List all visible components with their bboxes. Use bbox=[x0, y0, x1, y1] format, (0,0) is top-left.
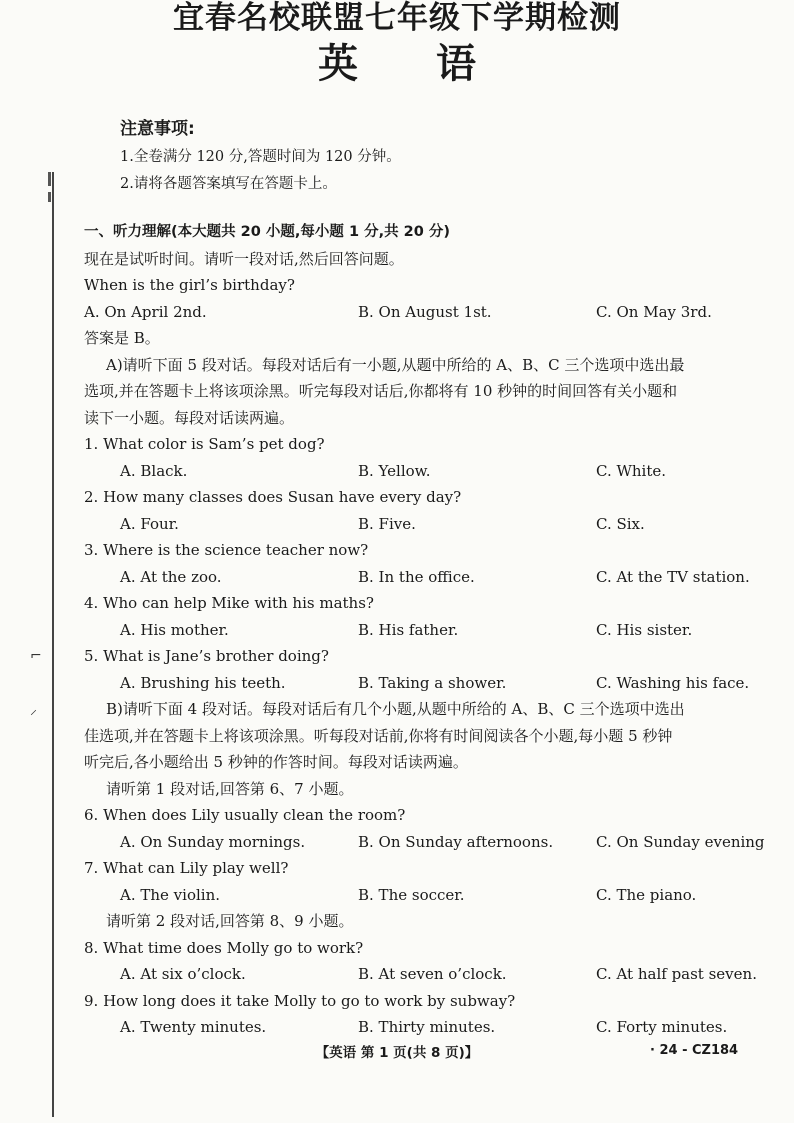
option-a: A. Twenty minutes. bbox=[120, 1018, 267, 1036]
question-options bbox=[84, 458, 764, 485]
option-c: C. At half past seven. bbox=[596, 965, 757, 983]
question-options bbox=[84, 564, 764, 591]
section-heading: 一、听力理解(本大题共 20 小题,每小题 1 分,共 20 分) bbox=[84, 224, 451, 240]
option-b: B. In the office. bbox=[358, 567, 475, 586]
option-c: C. Six. bbox=[596, 514, 645, 533]
question: 8. What time does Molly go to work? bbox=[84, 938, 364, 957]
dialog-intro: 请听第 2 段对话,回答第 8、9 小题。 bbox=[106, 912, 354, 930]
option-b: B. Taking a shower. bbox=[358, 673, 507, 692]
option-c: C. His sister. bbox=[596, 620, 693, 639]
question: 9. How long does it take Molly to go to work by subway? bbox=[84, 991, 516, 1010]
option-b: B. His father. bbox=[358, 620, 459, 639]
option-b: B. On Sunday afternoons. bbox=[358, 832, 554, 851]
option-a: A. Brushing his teeth. bbox=[120, 673, 286, 692]
exam-title: 宜春名校联盟七年级下学期检测 bbox=[173, 0, 621, 36]
question-options bbox=[84, 670, 764, 697]
subject-title: 英语 bbox=[318, 41, 554, 87]
dialog-intro: 请听第 1 段对话,回答第 6、7 小题。 bbox=[106, 779, 354, 798]
option-a: A. Four. bbox=[120, 514, 179, 533]
option-c: C. The piano. bbox=[596, 885, 697, 904]
option-b: B. The soccer. bbox=[358, 885, 465, 904]
option-a: A. The violin. bbox=[120, 885, 221, 904]
question-options bbox=[84, 882, 764, 909]
part-b-instruction: 佳选项,并在答题卡上将该项涂黑。听每段对话前,你将有时间阅读各个小题,每小题 5 秒钟 bbox=[84, 726, 673, 745]
option-a: A. At six o’clock. bbox=[120, 965, 246, 983]
option-b: B. Five. bbox=[358, 514, 416, 533]
option-a: A. At the zoo. bbox=[120, 567, 222, 586]
binding-mark bbox=[48, 172, 51, 186]
question-options bbox=[84, 829, 764, 856]
listening-section bbox=[84, 219, 764, 1041]
option-b: B. Thirty minutes. bbox=[358, 1018, 496, 1036]
question: 2. How many classes does Susan have every day? bbox=[84, 488, 462, 506]
option-a: A. Black. bbox=[120, 461, 188, 480]
binding-line bbox=[52, 172, 54, 1117]
example-intro: 现在是试听时间。请听一段对话,然后回答问题。 bbox=[84, 249, 404, 268]
paper-code: · 24 - CZ184 bbox=[650, 1043, 739, 1058]
option-b: B. At seven o’clock. bbox=[358, 965, 507, 983]
question: 1. What color is Sam’s pet dog? bbox=[84, 435, 325, 453]
option-c: C. On May 3rd. bbox=[596, 302, 712, 321]
part-a-instruction: 选项,并在答题卡上将该项涂黑。听完每段对话后,你都将有 10 秒钟的时间回答有关小题和 bbox=[84, 382, 678, 400]
option-c: C. On Sunday evening bbox=[596, 832, 765, 851]
page-footer: 【英语 第 1 页(共 8 页)】 bbox=[315, 1045, 479, 1061]
part-a-instruction: 读下一小题。每段对话读两遍。 bbox=[84, 408, 295, 427]
question: 5. What is Jane’s brother doing? bbox=[84, 647, 329, 665]
question: 7. What can Lily play well? bbox=[84, 859, 289, 877]
example-options bbox=[84, 299, 764, 326]
option-c: C. Forty minutes. bbox=[596, 1018, 728, 1036]
question-options bbox=[84, 511, 764, 538]
notice-title: 注意事项: bbox=[120, 119, 195, 139]
option-a: A. On Sunday mornings. bbox=[120, 832, 306, 851]
option-b: B. On August 1st. bbox=[358, 302, 492, 321]
question-options bbox=[84, 1014, 764, 1041]
question-options bbox=[84, 961, 764, 988]
binding-glyph: ⸝ bbox=[30, 702, 37, 718]
binding-glyph: ⌐ bbox=[30, 648, 42, 664]
option-b: B. Yellow. bbox=[358, 461, 431, 480]
question: 4. Who can help Mike with his maths? bbox=[84, 594, 374, 612]
option-a: A. His mother. bbox=[120, 620, 229, 639]
question-options bbox=[84, 617, 764, 644]
part-b-instruction: B)请听下面 4 段对话。每段对话后有几个小题,从题中所给的 A、B、C 三个选项中选出 bbox=[106, 700, 685, 718]
option-c: C. Washing his face. bbox=[596, 673, 750, 692]
part-a-instruction: A)请听下面 5 段对话。每段对话后有一小题,从题中所给的 A、B、C 三个选项中选出最 bbox=[106, 355, 685, 374]
notice-item: 1.全卷满分 120 分,答题时间为 120 分钟。 bbox=[120, 149, 401, 165]
notice-item: 2.请将各题答案填写在答题卡上。 bbox=[120, 176, 337, 192]
question: 6. When does Lily usually clean the room? bbox=[84, 806, 406, 824]
example-question: When is the girl’s birthday? bbox=[84, 276, 295, 294]
binding-mark bbox=[48, 192, 51, 202]
example-answer: 答案是 B。 bbox=[84, 329, 160, 347]
question: 3. Where is the science teacher now? bbox=[84, 541, 369, 559]
part-b-instruction: 听完后,各小题给出 5 秒钟的作答时间。每段对话读两遍。 bbox=[84, 753, 468, 771]
option-a: A. On April 2nd. bbox=[84, 302, 207, 321]
option-c: C. At the TV station. bbox=[596, 567, 750, 586]
option-c: C. White. bbox=[596, 461, 667, 480]
